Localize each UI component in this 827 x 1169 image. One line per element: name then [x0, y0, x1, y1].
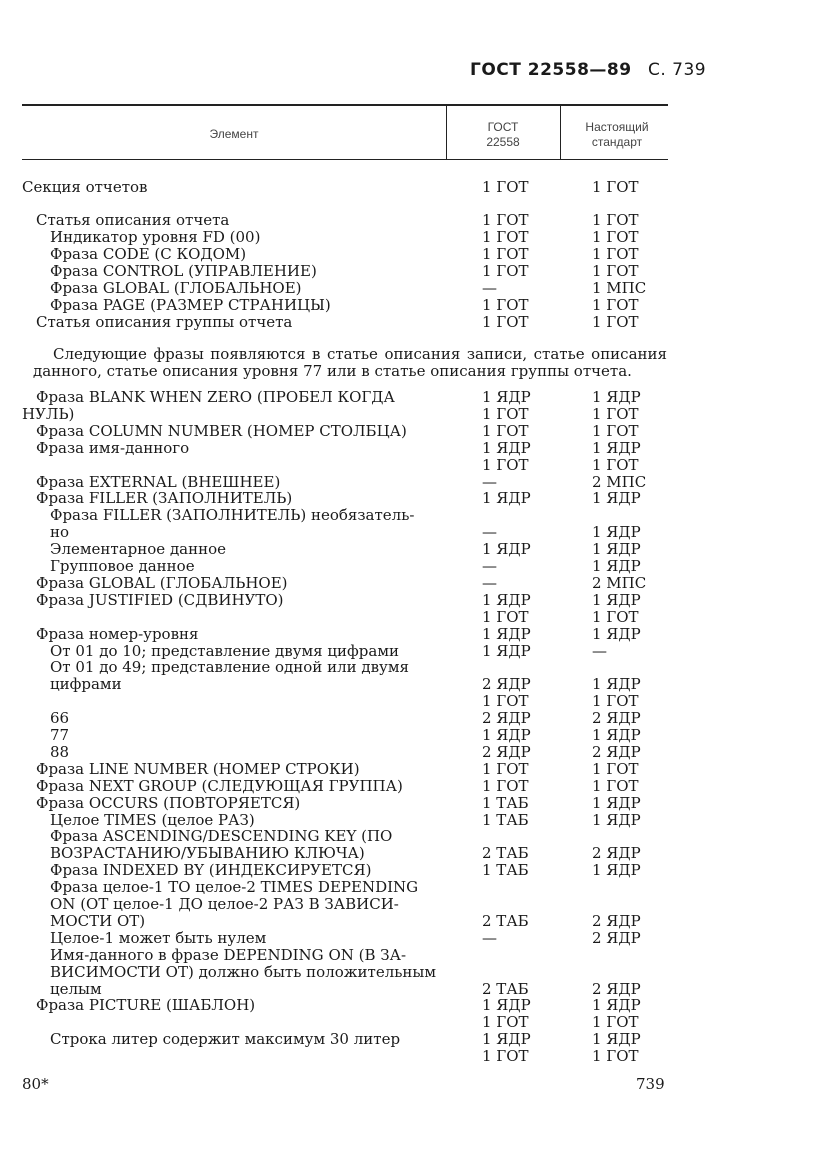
table-row [0, 676, 827, 693]
row-element: Индикатор уровня FD (00) [50, 228, 261, 246]
row-element: Фраза BLANK WHEN ZERO (ПРОБЕЛ КОГДА [36, 388, 395, 406]
row-current-value: 1 ЯДР [592, 675, 641, 694]
table-row [0, 457, 827, 474]
row-current-value: 1 ЯДР [592, 726, 641, 744]
row-element: ON (ОТ целое-1 ДО целое-2 РАЗ В ЗАВИСИ- [50, 895, 399, 913]
row-current-value: 1 ГОТ [592, 245, 639, 263]
table-row [0, 930, 827, 947]
row-gost-value: 2 ТАБ [482, 911, 529, 930]
row-element: Фраза ASCENDING/DESCENDING KEY (ПО [50, 827, 393, 846]
table-row [0, 490, 827, 507]
table-row [0, 609, 827, 626]
row-gost-value: 2 ЯДР [482, 742, 531, 761]
row-element: МОСТИ ОТ) [50, 911, 146, 930]
running-header [470, 60, 706, 80]
footer-signature: 80* [22, 1075, 49, 1093]
row-current-value: 1 ЯДР [592, 1030, 641, 1049]
table-row [0, 710, 827, 727]
table-row [0, 507, 827, 524]
row-current-value: — [592, 641, 607, 660]
table-row [0, 896, 827, 913]
table-row [0, 212, 827, 229]
footer-page-number: 739 [636, 1075, 665, 1093]
row-gost-value: 1 ЯДР [482, 1030, 531, 1049]
table-row [0, 406, 827, 423]
row-element: Фраза INDEXED BY (ИНДЕКСИРУЕТСЯ) [50, 861, 372, 880]
row-current-value: 1 ЯДР [592, 438, 641, 457]
table-row [0, 263, 827, 280]
table-row [0, 778, 827, 795]
row-current-value: 1 ГОТ [592, 1013, 639, 1032]
row-element: ВИСИМОСТИ ОТ) должно быть положительным [50, 962, 437, 981]
table-head-rule [22, 159, 668, 160]
row-current-value: 1 ГОТ [592, 455, 639, 474]
row-element: Фраза JUSTIFIED (СДВИНУТО) [36, 590, 284, 609]
row-gost-value: 1 ЯДР [482, 996, 531, 1015]
document-title: ГОСТ 22558—89 [470, 60, 632, 80]
row-element: Фраза NEXT GROUP (СЛЕДУЮЩАЯ ГРУППА) [36, 776, 403, 795]
table-row [0, 761, 827, 778]
row-current-value: 2 ЯДР [592, 742, 641, 761]
row-gost-value: 1 ГОТ [482, 296, 529, 314]
row-element: целым [50, 979, 102, 998]
table-row [0, 229, 827, 246]
table-row [0, 558, 827, 575]
row-current-value: 2 ЯДР [592, 979, 641, 998]
row-element: Фраза LINE NUMBER (НОМЕР СТРОКИ) [36, 759, 360, 778]
row-gost-value: 1 ЯДР [482, 388, 531, 406]
row-gost-value: — [482, 279, 497, 297]
row-gost-value: 1 ГОТ [482, 404, 529, 423]
row-element: Фраза OCCURS (ПОВТОРЯЕТСЯ) [36, 793, 301, 812]
table-row [0, 1014, 827, 1031]
row-gost-value: — [482, 928, 497, 947]
row-current-value: 2 МПС [592, 573, 647, 592]
row-element: Фраза COLUMN NUMBER (НОМЕР СТОЛБЦА) [36, 421, 407, 440]
row-gost-value: 1 ТАБ [482, 861, 529, 880]
row-gost-value: 1 ГОТ [482, 759, 529, 778]
row-current-value: 1 ЯДР [592, 810, 641, 829]
table-row [0, 280, 827, 297]
table-top-rule [22, 104, 668, 106]
row-element: Целое-1 может быть нулем [50, 928, 267, 947]
row-gost-value: 1 ГОТ [482, 245, 529, 263]
row-element: От 01 до 10; представление двумя цифрами [50, 641, 400, 660]
row-gost-value: 1 ГОТ [482, 1047, 529, 1066]
row-gost-value: 1 ЯДР [482, 489, 531, 508]
row-gost-value: 1 ТАБ [482, 810, 529, 829]
row-gost-value: 2 ТАБ [482, 979, 529, 998]
row-current-value: 2 МПС [592, 472, 647, 491]
row-current-value: 1 ЯДР [592, 793, 641, 812]
row-element: Секция отчетов [22, 178, 148, 196]
row-current-value: 1 ГОТ [592, 228, 639, 246]
row-gost-value: — [482, 573, 497, 592]
table-row [0, 1048, 827, 1065]
table-row [0, 1031, 827, 1048]
column-divider-1 [446, 106, 447, 159]
table-row [0, 541, 827, 558]
table-row [0, 179, 827, 196]
table-row [0, 474, 827, 491]
row-element: Целое TIMES (целое РАЗ) [50, 810, 255, 829]
column-header-element: Элемент [209, 127, 259, 141]
table-row [0, 423, 827, 440]
row-element: 66 [50, 709, 70, 728]
row-gost-value: — [482, 472, 497, 491]
table-row [0, 643, 827, 660]
row-gost-value: 2 ТАБ [482, 844, 529, 863]
row-element: Фраза CONTROL (УПРАВЛЕНИЕ) [50, 262, 317, 280]
row-gost-value: 1 ЯДР [482, 726, 531, 744]
row-element: Фраза EXTERNAL (ВНЕШНЕЕ) [36, 472, 281, 491]
row-current-value: 1 ГОТ [592, 211, 639, 229]
row-element: Фраза имя-данного [36, 438, 190, 457]
row-current-value: 1 ГОТ [592, 404, 639, 423]
table-row [0, 947, 827, 964]
row-gost-value: 2 ЯДР [482, 675, 531, 694]
row-gost-value: 1 ЯДР [482, 540, 531, 559]
row-current-value: 1 ЯДР [592, 624, 641, 643]
row-element: 88 [50, 742, 70, 761]
row-element: Имя-данного в фразе DEPENDING ON (В ЗА- [50, 945, 407, 964]
table-row [0, 828, 827, 845]
row-gost-value: 1 ЯДР [482, 590, 531, 609]
row-element: Фраза целое-1 TO целое-2 TIMES DEPENDING [50, 878, 419, 897]
row-element: Фраза CODE (С КОДОМ) [50, 245, 247, 263]
table-row [0, 440, 827, 457]
row-current-value: 1 МПС [592, 279, 647, 297]
table-row [0, 981, 827, 998]
row-element: Фраза PAGE (РАЗМЕР СТРАНИЦЫ) [50, 296, 331, 314]
row-current-value: 1 ГОТ [592, 262, 639, 280]
row-gost-value: 1 ЯДР [482, 641, 531, 660]
table-row [0, 389, 827, 406]
row-gost-value: 1 ГОТ [482, 211, 529, 229]
column-header-gost: ГОСТ 22558 [486, 120, 520, 149]
row-current-value: 1 ГОТ [592, 296, 639, 314]
row-current-value: 1 ГОТ [592, 776, 639, 795]
row-element: Фраза FILLER (ЗАПОЛНИТЕЛЬ) [36, 489, 293, 508]
row-gost-value: 1 ГОТ [482, 776, 529, 795]
row-current-value: 1 ЯДР [592, 540, 641, 559]
table-row [0, 744, 827, 761]
table-row [0, 659, 827, 676]
row-element: Фраза PICTURE (ШАБЛОН) [36, 996, 256, 1015]
table-row [0, 246, 827, 263]
table-row [0, 913, 827, 930]
table-row [0, 592, 827, 609]
row-element: Статья описания группы отчета [36, 313, 293, 331]
table-row [0, 727, 827, 744]
row-gost-value: 1 ГОТ [482, 692, 529, 711]
table-row [0, 314, 827, 331]
row-gost-value: 1 ГОТ [482, 228, 529, 246]
table-row [0, 297, 827, 314]
column-header-current: Настоящий стандарт [585, 120, 649, 149]
row-element: Элементарное данное [50, 540, 227, 559]
row-element: Фраза FILLER (ЗАПОЛНИТЕЛЬ) необязатель- [50, 506, 415, 525]
row-element: Фраза GLOBAL (ГЛОБАЛЬНОЕ) [50, 279, 302, 297]
row-current-value: 1 ЯДР [592, 996, 641, 1015]
table-row [0, 693, 827, 710]
row-gost-value: 1 ЯДР [482, 438, 531, 457]
page-ref: С. 739 [648, 60, 707, 80]
table-row [0, 626, 827, 643]
row-current-value: 1 ГОТ [592, 607, 639, 626]
paragraph-text: Следующие фразы появляются в статье описания записи, статье описания данного, статье описания уровня 77 или в статье описания группы отчета. [33, 345, 667, 380]
row-element: Фраза GLOBAL (ГЛОБАЛЬНОЕ) [36, 573, 288, 592]
row-gost-value: 1 ЯДР [482, 624, 531, 643]
row-gost-value: 1 ГОТ [482, 313, 529, 331]
row-element: ВОЗРАСТАНИЮ/УБЫВАНИЮ КЛЮЧА) [50, 844, 365, 863]
row-element: цифрами [50, 675, 122, 694]
row-current-value: 2 ЯДР [592, 928, 641, 947]
row-current-value: 2 ЯДР [592, 844, 641, 863]
row-current-value: 1 ЯДР [592, 557, 641, 575]
row-current-value: 1 ЯДР [592, 590, 641, 609]
row-element: Групповое данное [50, 557, 195, 575]
table-row [0, 997, 827, 1014]
table-row [0, 845, 827, 862]
row-gost-value: — [482, 523, 497, 542]
table-row [0, 879, 827, 896]
row-element: Строка литер содержит максимум 30 литер [50, 1030, 401, 1049]
row-element: но [50, 523, 70, 542]
row-current-value: 1 ЯДР [592, 523, 641, 542]
row-gost-value: 1 ГОТ [482, 607, 529, 626]
row-gost-value: 1 ГОТ [482, 1013, 529, 1032]
table-row [0, 575, 827, 592]
row-current-value: 1 ЯДР [592, 489, 641, 508]
table-row [0, 795, 827, 812]
row-current-value: 1 ГОТ [592, 1047, 639, 1066]
row-gost-value: — [482, 557, 497, 575]
row-gost-value: 1 ГОТ [482, 455, 529, 474]
row-current-value: 1 ГОТ [592, 421, 639, 440]
row-element: 77 [50, 726, 70, 744]
row-element: Статья описания отчета [36, 211, 230, 229]
row-current-value: 2 ЯДР [592, 911, 641, 930]
row-current-value: 1 ЯДР [592, 861, 641, 880]
row-current-value: 1 ГОТ [592, 692, 639, 711]
table-row [0, 524, 827, 541]
row-gost-value: 1 ТАБ [482, 793, 529, 812]
row-element: От 01 до 49; представление одной или двумя [50, 658, 409, 677]
column-divider-2 [560, 106, 561, 159]
paragraph [33, 346, 667, 380]
table-row [0, 862, 827, 879]
row-gost-value: 1 ГОТ [482, 262, 529, 280]
row-gost-value: 1 ГОТ [482, 178, 529, 196]
row-current-value: 1 ГОТ [592, 313, 639, 331]
row-gost-value: 2 ЯДР [482, 709, 531, 728]
table-row [0, 964, 827, 981]
row-current-value: 2 ЯДР [592, 709, 641, 728]
row-current-value: 1 ГОТ [592, 759, 639, 778]
row-current-value: 1 ЯДР [592, 388, 641, 406]
row-element: Фраза номер-уровня [36, 624, 199, 643]
table-row [0, 812, 827, 829]
row-gost-value: 1 ГОТ [482, 421, 529, 440]
row-element: НУЛЬ) [22, 404, 75, 423]
row-current-value: 1 ГОТ [592, 178, 639, 196]
